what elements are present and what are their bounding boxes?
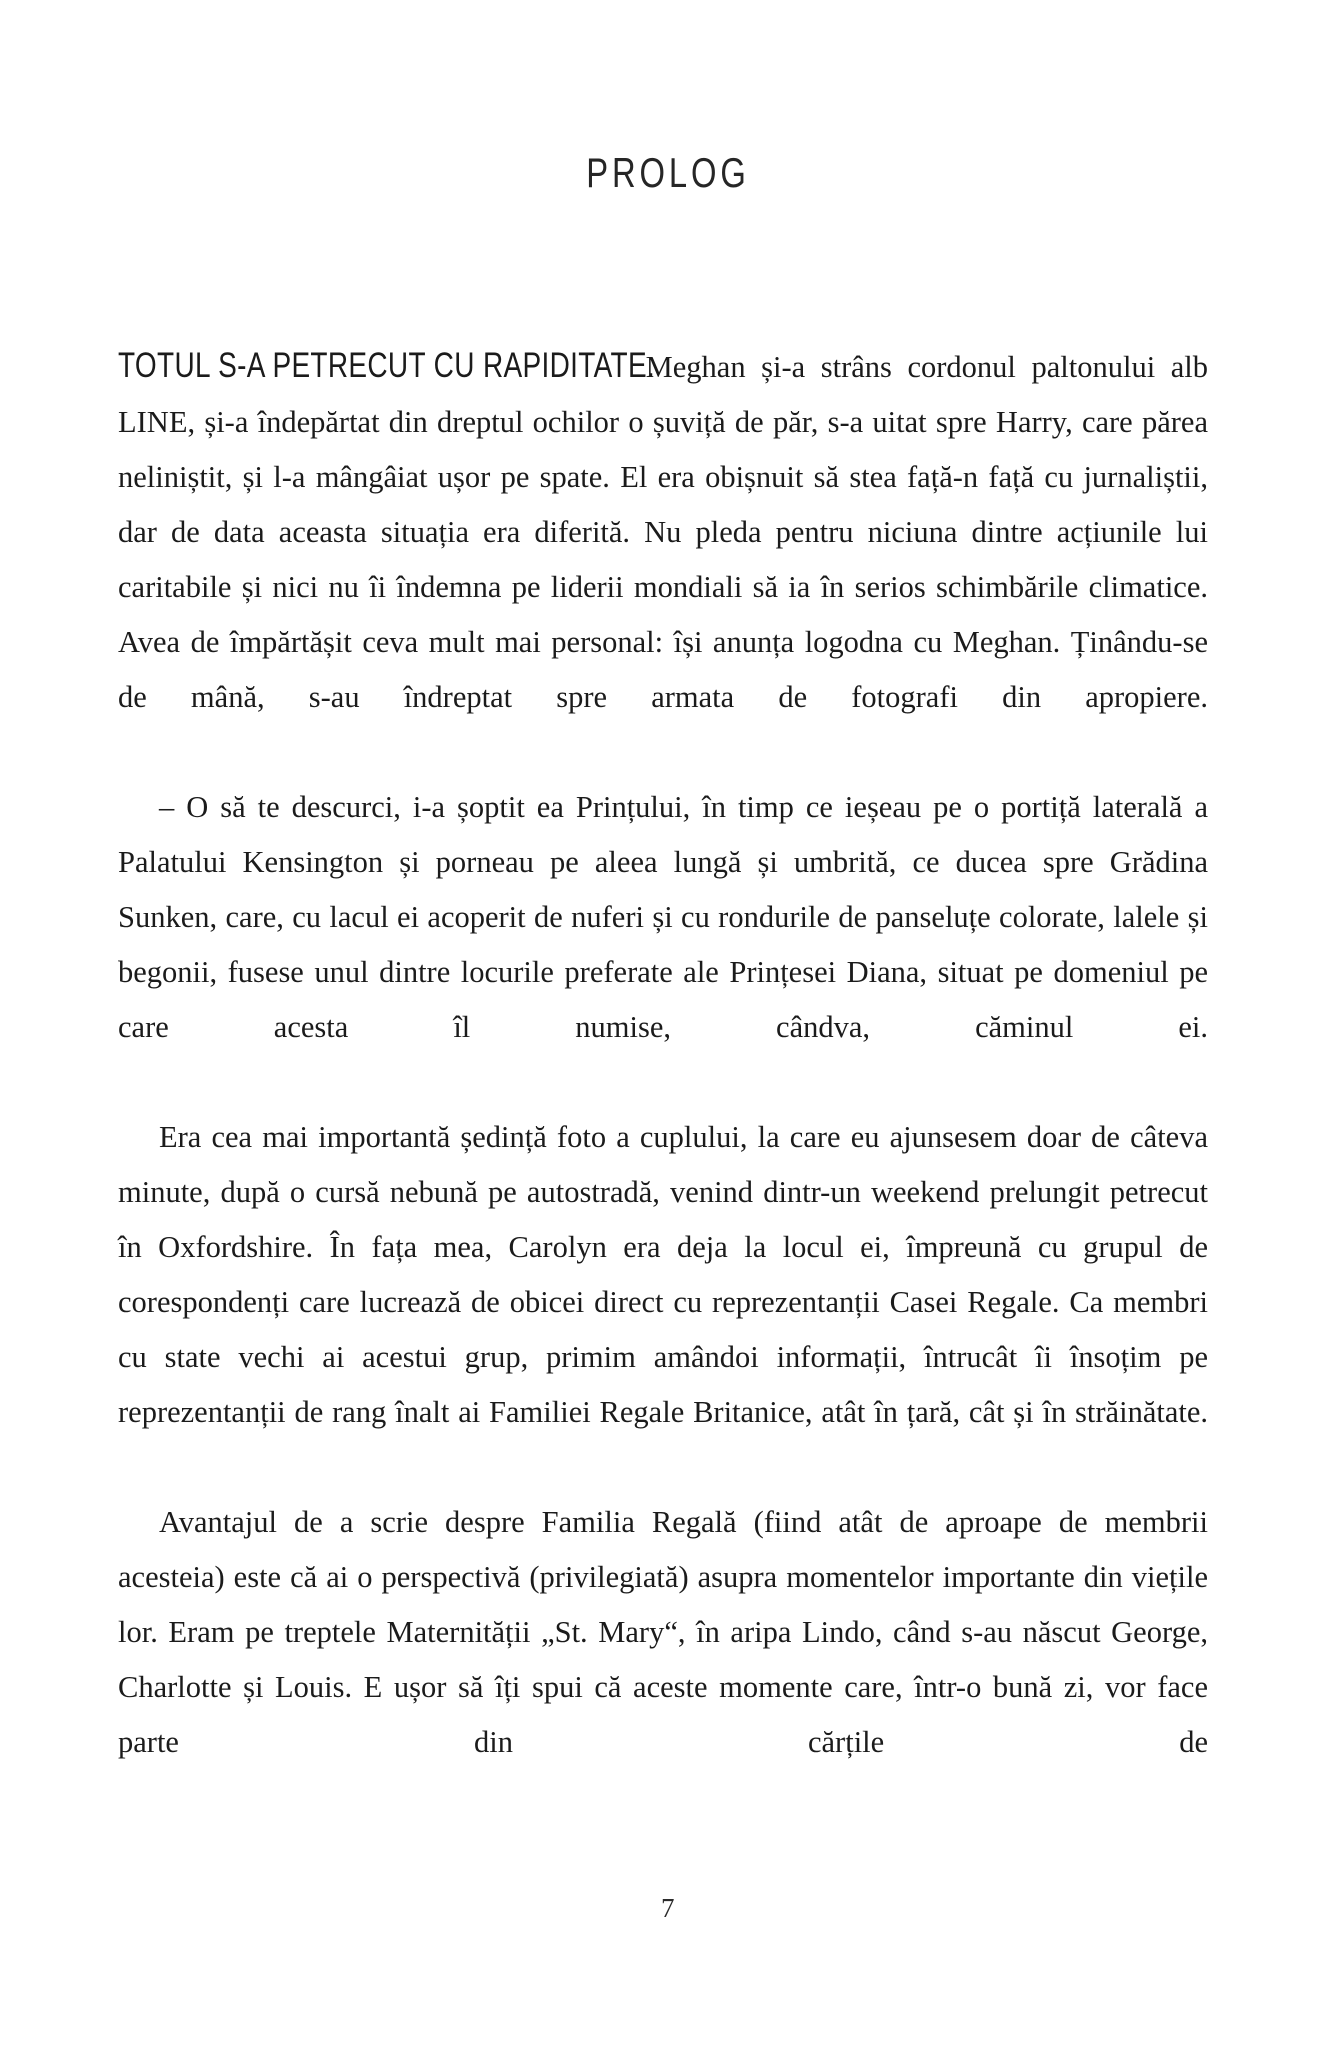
page-number: 7	[661, 1893, 675, 1923]
paragraph-2-text: – O să te descurci, i-a șoptit ea Prințului, în timp ce ieșeau pe o portiță laterală a Palatului Kensington și porneau pe aleea lungă și umbrită, ce ducea spre Grădina Sunken, care, cu lacul ei acoperit de nuferi și cu rondurile de panseluțe colorate, lalele și begonii, fusese unul dintre locurile preferate ale Prințesei Diana, situat pe domeniul pe care acesta îl numise, cândva, căminul ei.	[118, 790, 1208, 1044]
chapter-title: PROLOG	[586, 149, 750, 196]
paragraph-3-text: Era cea mai importantă ședință foto a cuplului, la care eu ajunsesem doar de câteva minute, după o cursă nebună pe autostradă, venind dintr-un weekend prelungit petrecut în Oxfordshire. În fața mea, Carolyn era deja la locul ei, împreună cu grupul de corespondenți care lucrează de obicei direct cu reprezentanții Casei Regale. Ca membri cu state vechi ai acestui grup, primim amândoi informații, întrucât îi însoțim pe reprezentanții de rang înalt ai Familiei Regale Britanice, atât în țară, cât și în străinătate.	[118, 1120, 1208, 1429]
paragraph-2	[118, 780, 1208, 1110]
body-text-block	[118, 338, 1208, 1825]
paragraph-4-text: Avantajul de a scrie despre Familia Regală (fiind atât de aproape de membrii acesteia) este că ai o perspectivă (privilegiată) asupra momentelor importante din viețile lor. Eram pe treptele Maternității „St. Mary“, în aripa Lindo, când s-au născut George, Charlotte și Louis. E ușor să îți spui că aceste momente care, într-o bună zi, vor face parte din cărțile de	[118, 1505, 1208, 1759]
paragraph-1-text: Meghan și-a strâns cordonul paltonului alb LINE, și-a îndepărtat din dreptul ochilor o șuviță de păr, s-a uitat spre Harry, care părea neliniștit, și l-a mângâiat ușor pe spate. El era obișnuit să stea față-n față cu jurnaliștii, dar de data aceasta situația era diferită. Nu pleda pentru niciuna dintre acțiunile lui caritabile și nici nu îi îndemna pe liderii mondiali să ia în serios schimbările climatice. Avea de împărtășit ceva mult mai personal: își anunța logodna cu Meghan. Ținându-se de mână, s-au îndreptat spre armata de fotografi din apropiere.	[118, 350, 1208, 714]
paragraph-lead-in: TOTUL S-A PETRECUT CU RAPIDITATE.	[118, 346, 656, 385]
paragraph-4	[118, 1495, 1208, 1825]
paragraph-1	[118, 338, 1208, 780]
paragraph-3	[118, 1110, 1208, 1495]
